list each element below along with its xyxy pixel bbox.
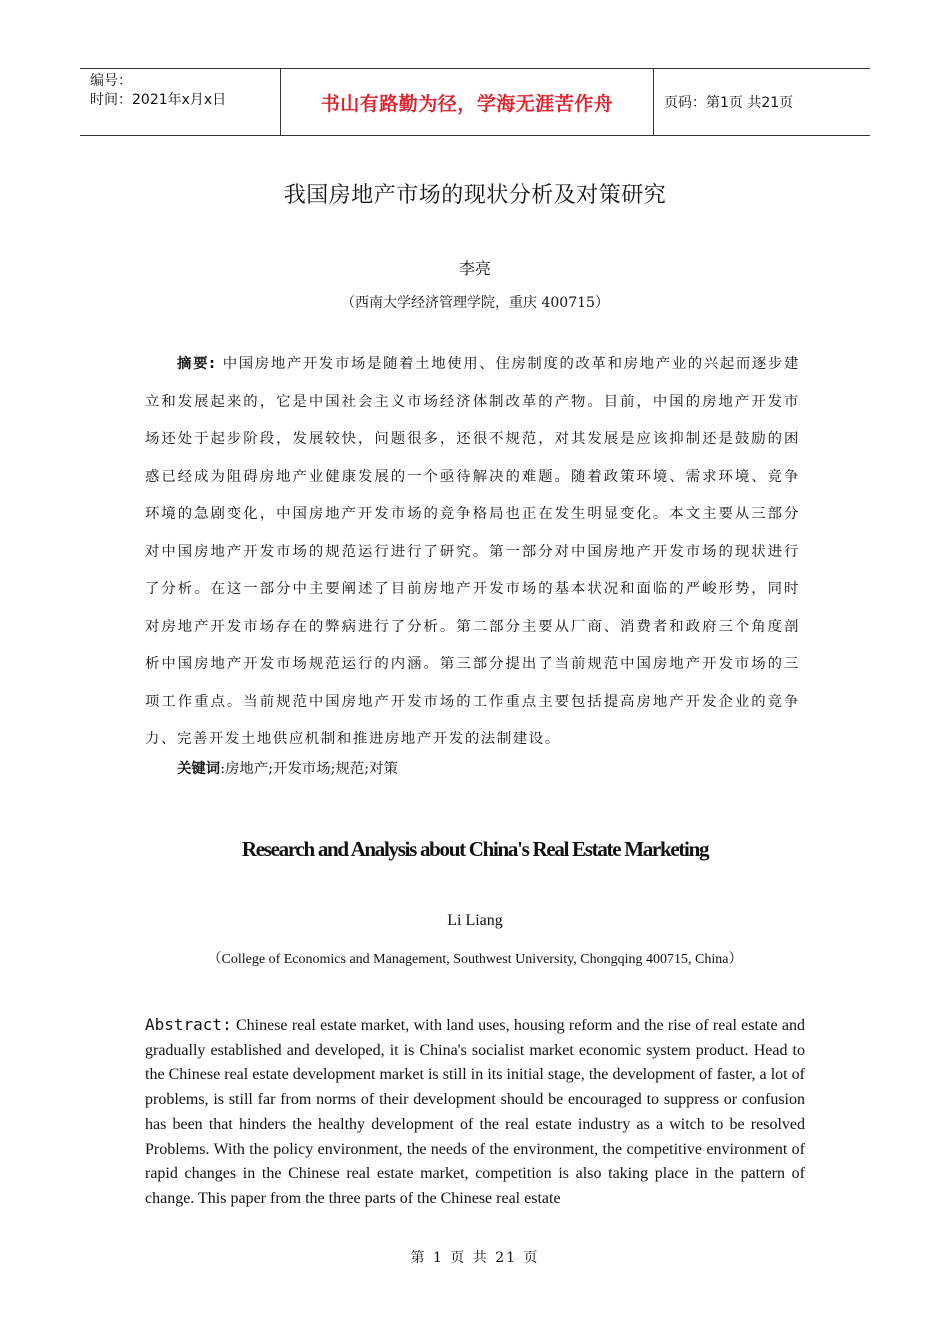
header-meta-cell	[80, 69, 281, 135]
page-footer: 第 1 页 共 21 页	[410, 1250, 540, 1266]
page-header-table	[80, 68, 870, 136]
chinese-abstract	[145, 346, 800, 759]
chinese-abstract-text: 中国房地产开发市场是随着土地使用、住房制度的改革和房地产业的兴起而逐步建立和发展起来的，它是中国社会主义市场经济体制改革的产物。目前，中国的房地产开发市场还处于起步阶段，发展较快，问题很多，还很不规范，对其发展是应该抑制还是鼓励的困惑已经成为阻碍房地产业健康发展的一个亟待解决的难题。随着政策环境、需求环境、竞争环境的急剧变化，中国房地产开发市场的竞争格局也正在发生明显变化。本文主要从三部分对中国房地产开发市场的规范运行进行了研究。第一部分对中国房地产开发市场的现状进行了分析。在这一部分中主要阐述了目前房地产开发市场的基本状况和面临的严峻形势，同时对房地产开发市场存在的弊病进行了分析。第二部分主要从厂商、消费者和政府三个角度剖析中国房地产开发市场规范运行的内涵。第三部分提出了当前规范中国房地产开发市场的三项工作重点。当前规范中国房地产开发市场的工作重点主要包括提高房地产开发企业的竞争力、完善开发土地供应机制和推进房地产开发的法制建设。	[145, 356, 800, 747]
english-title: Research and Analysis about China's Real Estate Marketing	[241, 837, 709, 861]
english-abstract-text: Chinese real estate market, with land uses, housing reform and the rise of real estate and gradually established and developed, it is China's socialist market economic system product. Head to the Chinese real estate development market is still in its initial stage, the development of faster, a lot of problems, is still far from norms of their development should be encouraged to suppress or confusion has been that hinders the healthy development of the real estate industry as a witch to be resolved Problems. With the policy environment, the needs of the environment, the competitive environment of rapid changes in the Chinese real estate market, competition is also taking place in the pattern of change. This paper from the three parts of the Chinese real estate	[145, 1017, 805, 1207]
document-number-label: 编号：	[90, 73, 132, 89]
keywords-text: :房地产;开发市场;规范;对策	[220, 761, 398, 777]
english-affiliation: （College of Economics and Management, Southwest University, Chongqing 400715, China）	[207, 952, 743, 967]
paper-title: 我国房地产市场的现状分析及对策研究	[283, 183, 667, 208]
document-date-label: 时间：2021年x月x日	[90, 92, 227, 108]
header-page-label: 页码：第1页 共21页	[664, 95, 794, 111]
keywords-line	[177, 757, 398, 778]
english-author: Li Liang	[447, 912, 503, 929]
header-motto: 书山有路勤为径，学海无涯苦作舟	[281, 69, 654, 135]
chinese-abstract-label: 摘要:	[177, 356, 217, 372]
english-abstract-label: Abstract:	[145, 1015, 232, 1034]
paper-author: 李亮	[458, 259, 491, 278]
english-abstract	[145, 1013, 805, 1212]
keywords-label: 关键词	[177, 761, 221, 777]
paper-affiliation: （西南大学经济管理学院，重庆 400715）	[341, 295, 609, 311]
